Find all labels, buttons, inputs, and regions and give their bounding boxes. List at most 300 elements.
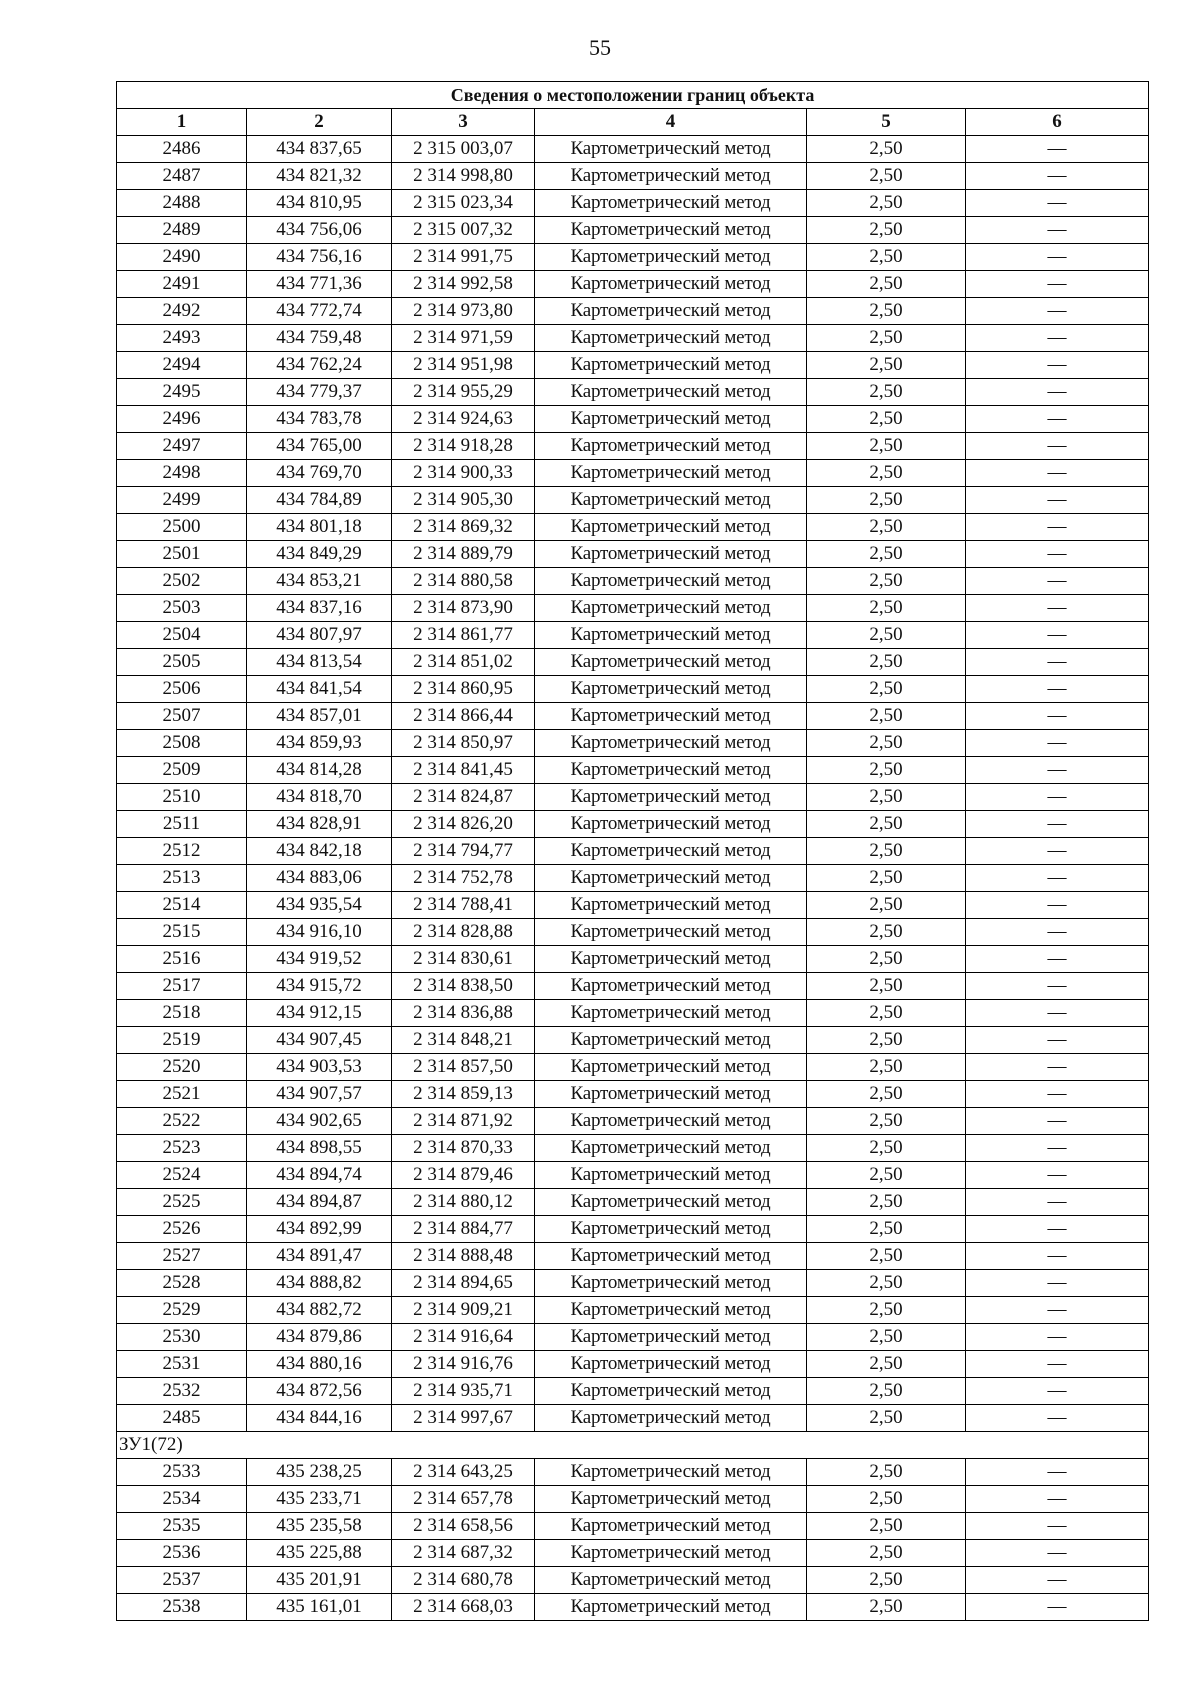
table-cell: 434 842,18 [247,838,392,865]
table-cell: — [966,703,1149,730]
table-row [117,1027,1149,1054]
table-cell: 434 756,16 [247,244,392,271]
table-row [117,1567,1149,1594]
table-cell: 2 314 870,33 [392,1135,535,1162]
table-cell: 2 314 860,95 [392,676,535,703]
table-cell: 2 314 900,33 [392,460,535,487]
table-row [117,865,1149,892]
table-cell: Картометрический метод [535,622,807,649]
table-cell: Картометрический метод [535,1270,807,1297]
table-cell: 2520 [117,1054,247,1081]
table-cell: 434 772,74 [247,298,392,325]
table-cell: — [966,757,1149,784]
table-cell: 2 314 869,32 [392,514,535,541]
table-cell: 2,50 [807,1594,966,1621]
column-number-row [117,109,1149,136]
table-cell: 2,50 [807,541,966,568]
table-cell: 2 314 857,50 [392,1054,535,1081]
table-cell: 435 225,88 [247,1540,392,1567]
table-cell: 2 314 838,50 [392,973,535,1000]
table-cell: 2528 [117,1270,247,1297]
table-cell: 434 807,97 [247,622,392,649]
table-cell: Картометрический метод [535,946,807,973]
table-cell: — [966,1054,1149,1081]
table-cell: 2498 [117,460,247,487]
table-cell: 2 314 918,28 [392,433,535,460]
column-header: 4 [535,109,807,136]
table-cell: — [966,163,1149,190]
table-cell: 2489 [117,217,247,244]
table-cell: 2,50 [807,190,966,217]
table-cell: Картометрический метод [535,217,807,244]
table-cell: 2506 [117,676,247,703]
table-row [117,1540,1149,1567]
table-row [117,298,1149,325]
table-cell: — [966,1216,1149,1243]
table-cell: Картометрический метод [535,352,807,379]
table-row [117,1459,1149,1486]
column-header: 6 [966,109,1149,136]
table-cell: 434 784,89 [247,487,392,514]
table-cell: — [966,433,1149,460]
table-cell: 434 818,70 [247,784,392,811]
table-row [117,703,1149,730]
table-cell: — [966,1459,1149,1486]
table-cell: 2 314 889,79 [392,541,535,568]
table-cell: — [966,1405,1149,1432]
table-cell: Картометрический метод [535,1000,807,1027]
table-row [117,433,1149,460]
table-cell: 434 814,28 [247,757,392,784]
table-cell: — [966,946,1149,973]
table-row [117,190,1149,217]
table-row [117,1405,1149,1432]
table-cell: 2,50 [807,946,966,973]
table-cell: 2 314 861,77 [392,622,535,649]
table-row [117,1486,1149,1513]
table-cell: Картометрический метод [535,514,807,541]
table-cell: 2 314 992,58 [392,271,535,298]
table-cell: Картометрический метод [535,676,807,703]
table-cell: Картометрический метод [535,1513,807,1540]
table-cell: Картометрический метод [535,1594,807,1621]
table-row [117,946,1149,973]
table-row [117,622,1149,649]
table-cell: — [966,676,1149,703]
section-label: ЗУ1(72) [117,1432,1149,1459]
table-cell: 2 314 909,21 [392,1297,535,1324]
table-cell: Картометрический метод [535,1243,807,1270]
table-row [117,1216,1149,1243]
table-cell: 2,50 [807,1243,966,1270]
table-cell: Картометрический метод [535,1405,807,1432]
table-cell: Картометрический метод [535,1135,807,1162]
table-cell: — [966,460,1149,487]
table-cell: Картометрический метод [535,541,807,568]
table-cell: — [966,298,1149,325]
table-cell: 435 235,58 [247,1513,392,1540]
table-cell: 2534 [117,1486,247,1513]
table-row [117,838,1149,865]
table-cell: 434 783,78 [247,406,392,433]
table-cell: 2,50 [807,487,966,514]
table-cell: Картометрический метод [535,649,807,676]
table-cell: Картометрический метод [535,487,807,514]
table-row [117,1000,1149,1027]
table-cell: 434 837,16 [247,595,392,622]
table-cell: 2514 [117,892,247,919]
table-cell: 2,50 [807,1405,966,1432]
table-cell: 2531 [117,1351,247,1378]
table-cell: 2490 [117,244,247,271]
table-cell: 2,50 [807,1189,966,1216]
table-cell: 2529 [117,1297,247,1324]
table-cell: Картометрический метод [535,730,807,757]
table-cell: 2,50 [807,217,966,244]
table-cell: 2515 [117,919,247,946]
table-cell: 2 314 658,56 [392,1513,535,1540]
table-cell: 2,50 [807,730,966,757]
table-cell: 2 314 788,41 [392,892,535,919]
table-cell: 2,50 [807,244,966,271]
table-cell: 2 314 955,29 [392,379,535,406]
table-cell: 434 821,32 [247,163,392,190]
table-cell: — [966,1243,1149,1270]
table-cell: Картометрический метод [535,1108,807,1135]
table-cell: Картометрический метод [535,919,807,946]
table-row [117,244,1149,271]
table-cell: — [966,325,1149,352]
table-row [117,217,1149,244]
table-cell: Картометрический метод [535,1054,807,1081]
table-cell: 2525 [117,1189,247,1216]
table-cell: 2 314 879,46 [392,1162,535,1189]
table-cell: 434 912,15 [247,1000,392,1027]
table-cell: 434 892,99 [247,1216,392,1243]
table-cell: — [966,1027,1149,1054]
table-cell: 434 844,16 [247,1405,392,1432]
table-cell: 2495 [117,379,247,406]
table-cell: Картометрический метод [535,1567,807,1594]
table-cell: — [966,1351,1149,1378]
table-cell: 434 880,16 [247,1351,392,1378]
table-cell: 435 161,01 [247,1594,392,1621]
table-cell: 2,50 [807,1540,966,1567]
table-cell: — [966,406,1149,433]
table-cell: 2,50 [807,973,966,1000]
table-cell: Картометрический метод [535,1297,807,1324]
table-cell: 2,50 [807,1108,966,1135]
table-row [117,730,1149,757]
table-cell: 434 898,55 [247,1135,392,1162]
table-cell: Картометрический метод [535,703,807,730]
table-cell: 434 882,72 [247,1297,392,1324]
table-row [117,1594,1149,1621]
table-cell: 2524 [117,1162,247,1189]
table-row [117,163,1149,190]
table-cell: 2,50 [807,1567,966,1594]
table-row [117,1513,1149,1540]
table-cell: 2504 [117,622,247,649]
table-cell: 2 314 828,88 [392,919,535,946]
table-cell: 2 314 997,67 [392,1405,535,1432]
table-cell: 2 314 826,20 [392,811,535,838]
table-cell: 2507 [117,703,247,730]
table-cell: — [966,1378,1149,1405]
table-cell: 2521 [117,1081,247,1108]
table-cell: 2,50 [807,514,966,541]
table-cell: 2513 [117,865,247,892]
table-cell: 2 314 851,02 [392,649,535,676]
table-cell: Картометрический метод [535,838,807,865]
table-cell: 2,50 [807,460,966,487]
table-cell: 2,50 [807,1162,966,1189]
table-cell: 2,50 [807,1081,966,1108]
table-cell: 434 907,45 [247,1027,392,1054]
table-cell: 434 935,54 [247,892,392,919]
table-cell: 2 314 643,25 [392,1459,535,1486]
table-cell: 2,50 [807,271,966,298]
table-cell: 434 891,47 [247,1243,392,1270]
table-cell: 2 314 841,45 [392,757,535,784]
table-cell: 2,50 [807,676,966,703]
table-cell: 2,50 [807,1297,966,1324]
table-cell: 2,50 [807,406,966,433]
table-cell: Картометрический метод [535,973,807,1000]
table-cell: 2,50 [807,1027,966,1054]
page-number: 55 [589,35,611,60]
table-cell: 2,50 [807,136,966,163]
table-cell: — [966,1567,1149,1594]
table-cell: Картометрический метод [535,244,807,271]
table-cell: 2,50 [807,838,966,865]
table-cell: 2,50 [807,784,966,811]
table-cell: — [966,1108,1149,1135]
table-cell: Картометрический метод [535,1378,807,1405]
table-cell: 434 837,65 [247,136,392,163]
column-header: 1 [117,109,247,136]
table-row [117,568,1149,595]
table-cell: — [966,568,1149,595]
table-cell: — [966,1162,1149,1189]
table-cell: 2 314 848,21 [392,1027,535,1054]
table-cell: Картометрический метод [535,163,807,190]
table-cell: 2503 [117,595,247,622]
table-cell: 2,50 [807,622,966,649]
table-cell: Картометрический метод [535,1216,807,1243]
table-cell: 434 771,36 [247,271,392,298]
table-row [117,460,1149,487]
table-cell: 2 314 752,78 [392,865,535,892]
table-cell: Картометрический метод [535,433,807,460]
table-cell: 2 314 866,44 [392,703,535,730]
table-cell: — [966,649,1149,676]
table-cell: — [966,1270,1149,1297]
table-cell: 2 314 873,90 [392,595,535,622]
table-cell: Картометрический метод [535,136,807,163]
table-cell: 434 810,95 [247,190,392,217]
table-row [117,271,1149,298]
table-cell: 434 883,06 [247,865,392,892]
table-cell: 2523 [117,1135,247,1162]
table-cell: — [966,1513,1149,1540]
table-cell: 2,50 [807,1000,966,1027]
table-cell: 2 314 971,59 [392,325,535,352]
table-row [117,1243,1149,1270]
table-cell: — [966,1594,1149,1621]
table-row [117,1324,1149,1351]
table-cell: 2,50 [807,163,966,190]
table-cell: Картометрический метод [535,271,807,298]
table-cell: 2 314 973,80 [392,298,535,325]
table-cell: 2,50 [807,1459,966,1486]
table-cell: 2,50 [807,379,966,406]
table-cell: — [966,595,1149,622]
table-cell: Картометрический метод [535,1189,807,1216]
table-cell: 2,50 [807,919,966,946]
table-cell: 2,50 [807,352,966,379]
table-cell: 2527 [117,1243,247,1270]
table-row [117,973,1149,1000]
table-row [117,1135,1149,1162]
table-cell: 2 314 916,64 [392,1324,535,1351]
table-cell: Картометрический метод [535,1081,807,1108]
table-row [117,595,1149,622]
table-cell: — [966,514,1149,541]
table-cell: 2,50 [807,298,966,325]
table-cell: 2 314 680,78 [392,1567,535,1594]
table-cell: 2 314 888,48 [392,1243,535,1270]
table-cell: — [966,217,1149,244]
table-cell: 2 314 905,30 [392,487,535,514]
table-cell: 2522 [117,1108,247,1135]
table-cell: — [966,541,1149,568]
table-cell: — [966,1000,1149,1027]
table-cell: 2 314 859,13 [392,1081,535,1108]
table-cell: 2491 [117,271,247,298]
table-row [117,1270,1149,1297]
table-cell: 2,50 [807,811,966,838]
table-cell: 434 919,52 [247,946,392,973]
table-row [117,487,1149,514]
table-cell: — [966,190,1149,217]
table-cell: 2 314 935,71 [392,1378,535,1405]
table-cell: — [966,865,1149,892]
table-cell: 2485 [117,1405,247,1432]
table-cell: Картометрический метод [535,379,807,406]
table-cell: 434 759,48 [247,325,392,352]
table-cell: 2486 [117,136,247,163]
table-cell: Картометрический метод [535,1351,807,1378]
table-cell: — [966,1297,1149,1324]
table-cell: 435 201,91 [247,1567,392,1594]
table-cell: 2,50 [807,1135,966,1162]
table-cell: 2533 [117,1459,247,1486]
table-cell: 2,50 [807,865,966,892]
table-cell: — [966,271,1149,298]
table-cell: 434 765,00 [247,433,392,460]
table-cell: 2 315 003,07 [392,136,535,163]
table-cell: 2 314 894,65 [392,1270,535,1297]
table-cell: 434 859,93 [247,730,392,757]
table-cell: — [966,892,1149,919]
table-cell: 434 813,54 [247,649,392,676]
table-cell: 434 849,29 [247,541,392,568]
table-cell: 434 769,70 [247,460,392,487]
table-cell: 2500 [117,514,247,541]
table-cell: — [966,352,1149,379]
table-cell: 2526 [117,1216,247,1243]
table-cell: Картометрический метод [535,568,807,595]
table-cell: 434 916,10 [247,919,392,946]
table-cell: 2 314 687,32 [392,1540,535,1567]
table-cell: Картометрический метод [535,784,807,811]
table-cell: 2497 [117,433,247,460]
table-row [117,1189,1149,1216]
table-cell: 2488 [117,190,247,217]
table-cell: 2487 [117,163,247,190]
table-cell: — [966,1189,1149,1216]
table-cell: Картометрический метод [535,406,807,433]
table-row [117,136,1149,163]
table-cell: 2,50 [807,595,966,622]
table-row [117,1297,1149,1324]
table-row [117,1108,1149,1135]
table-cell: 435 238,25 [247,1459,392,1486]
section-row [117,1432,1149,1459]
table-cell: Картометрический метод [535,325,807,352]
table-cell: 2535 [117,1513,247,1540]
table-cell: — [966,136,1149,163]
table-cell: 2 314 836,88 [392,1000,535,1027]
table-cell: 2537 [117,1567,247,1594]
table-cell: 2 314 880,58 [392,568,535,595]
table-cell: 2,50 [807,1513,966,1540]
table-cell: — [966,622,1149,649]
table-cell: 2 314 794,77 [392,838,535,865]
column-header: 5 [807,109,966,136]
table-cell: 2 314 850,97 [392,730,535,757]
table-row [117,649,1149,676]
table-cell: 2 314 871,92 [392,1108,535,1135]
table-cell: — [966,1540,1149,1567]
table-row [117,541,1149,568]
table-cell: — [966,1135,1149,1162]
table-cell: 434 915,72 [247,973,392,1000]
table-cell: 2 314 668,03 [392,1594,535,1621]
table-cell: 434 853,21 [247,568,392,595]
table-cell: 2,50 [807,433,966,460]
table-cell: 2,50 [807,1270,966,1297]
table-cell: 2,50 [807,1378,966,1405]
table-cell: 434 828,91 [247,811,392,838]
table-cell: 2499 [117,487,247,514]
table-cell: Картометрический метод [535,460,807,487]
table-cell: Картометрический метод [535,1486,807,1513]
table-cell: 2 314 998,80 [392,163,535,190]
table-cell: 2 314 824,87 [392,784,535,811]
table-cell: 434 888,82 [247,1270,392,1297]
table-cell: — [966,1324,1149,1351]
table-cell: 2512 [117,838,247,865]
table-cell: Картометрический метод [535,1027,807,1054]
table-cell: 2 314 830,61 [392,946,535,973]
column-header: 3 [392,109,535,136]
table-row [117,892,1149,919]
table-cell: 2496 [117,406,247,433]
table-cell: — [966,730,1149,757]
table-cell: Картометрический метод [535,190,807,217]
